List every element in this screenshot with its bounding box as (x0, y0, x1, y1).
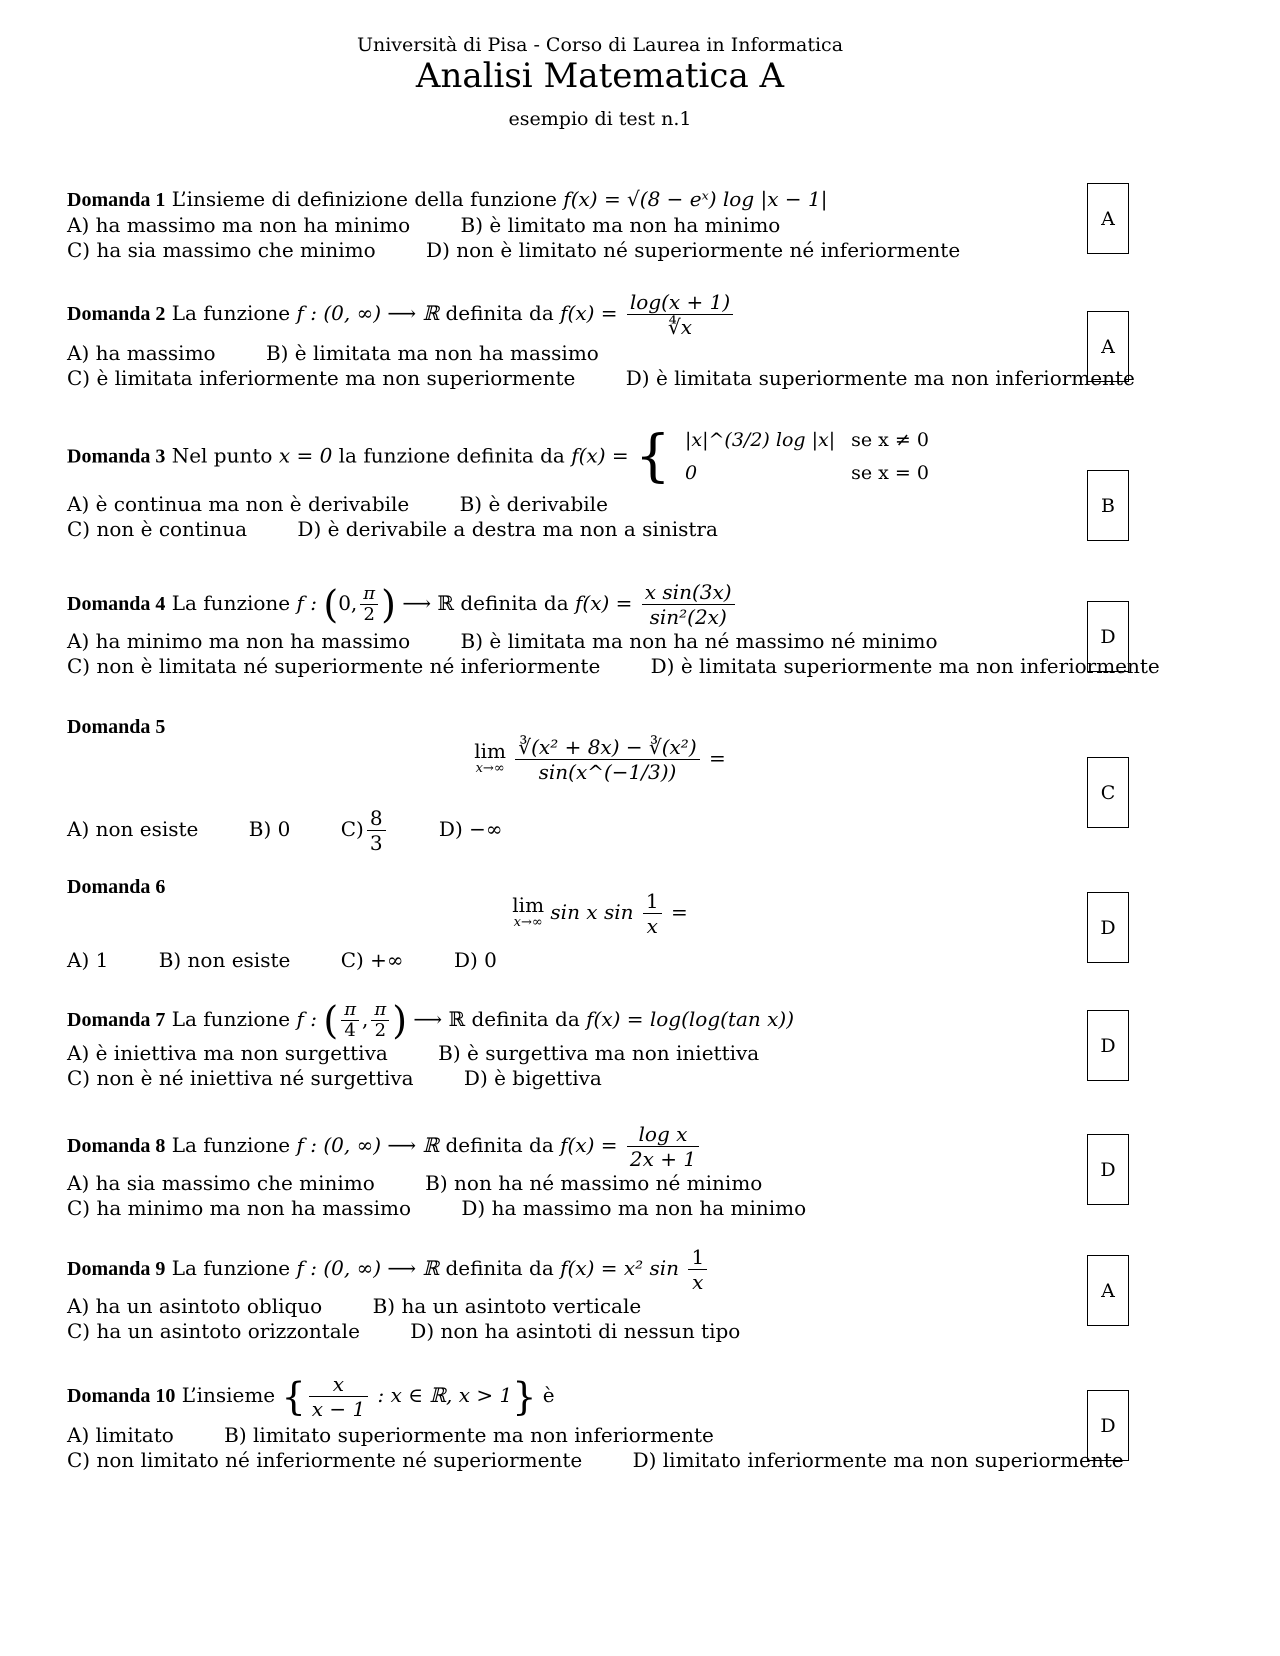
left-brace: { (634, 424, 671, 489)
case-2-cond: se x = 0 (851, 462, 929, 484)
domain-fraction-1 (341, 1000, 359, 1041)
domain-suffix: ⟶ ℝ (413, 1007, 466, 1031)
page-subtitle: esempio di test n.1 (508, 108, 692, 130)
formula-lhs: f(x) = (560, 1133, 618, 1157)
option-a: A) ha massimo ma non ha minimo (67, 213, 411, 237)
numerator: x (309, 1372, 368, 1397)
question-2 (67, 290, 1135, 391)
option-a: A) è iniettiva ma non surgettiva (67, 1041, 388, 1065)
question-label: Domanda 10 (67, 1385, 176, 1407)
option-c (341, 806, 389, 855)
domain-prefix: f : (296, 591, 317, 615)
set-fraction (309, 1372, 368, 1421)
question-label: Domanda 7 (67, 1009, 166, 1031)
case-1-cond: se x ≠ 0 (851, 429, 929, 451)
option-b: B) è limitato ma non ha minimo (460, 213, 781, 237)
option-b: B) è derivabile (459, 492, 608, 516)
option-c: C) non limitato né inferiormente né superiormente (67, 1448, 583, 1472)
option-c: C) ha un asintoto orizzontale (67, 1319, 360, 1343)
denominator: x (646, 914, 658, 938)
question-formula: f(x) = log(log(tan x)) (586, 1007, 795, 1031)
page-title: Analisi Matematica A (415, 56, 785, 96)
right-paren: ) (381, 582, 396, 627)
denominator: ∜x (668, 315, 693, 339)
option-b: B) limitato superiormente ma non inferiormente (224, 1423, 714, 1447)
question-text: La funzione (171, 301, 291, 325)
formula-fraction (642, 580, 735, 629)
option-b: B) è limitata ma non ha né massimo né minimo (460, 629, 938, 653)
denominator: 2 (363, 604, 375, 625)
limit-fraction (515, 735, 699, 784)
option-d: D) è derivabile a destra ma non a sinistra (297, 517, 718, 541)
option-a: A) ha minimo ma non ha massimo (67, 629, 411, 653)
option-d: D) è limitata superiormente ma non inferiormente (650, 654, 1160, 678)
option-a: A) ha massimo (67, 341, 216, 365)
question-text: La funzione (171, 591, 291, 615)
numerator: π (371, 1000, 389, 1021)
left-paren: ( (323, 998, 339, 1043)
answer-box: A (1087, 183, 1129, 254)
option-a: A) ha un asintoto obliquo (67, 1294, 323, 1318)
numerator: π (360, 584, 378, 605)
option-a: A) limitato (67, 1423, 174, 1447)
domain-fraction-2 (371, 1000, 389, 1041)
option-c: C) non è continua (67, 517, 248, 541)
question-domain: f : (0, ∞) ⟶ ℝ (296, 301, 440, 325)
question-8 (67, 1122, 1057, 1221)
numerator: log(x + 1) (627, 290, 733, 315)
question-1 (67, 187, 1057, 263)
lim-subscript: x→∞ (475, 760, 505, 776)
piecewise-cases (677, 424, 937, 490)
denominator: 2 (374, 1020, 387, 1041)
question-text: La funzione (171, 1256, 291, 1280)
answer-box: D (1087, 1010, 1129, 1081)
answer-box: A (1087, 311, 1129, 382)
question-text-mid: definita da (445, 1133, 554, 1157)
denominator: 2x + 1 (629, 1147, 697, 1171)
numerator: log x (627, 1122, 699, 1147)
denominator: x (692, 1270, 704, 1294)
equals-sign: = (708, 746, 726, 770)
numerator: ∛(x² + 8x) − ∛(x²) (515, 735, 699, 760)
answer-box: A (1087, 1255, 1129, 1326)
formula-fraction (627, 1122, 699, 1171)
answer-box: D (1087, 1390, 1129, 1461)
answer-box: C (1087, 757, 1129, 828)
lim-subscript: x→∞ (513, 914, 543, 930)
option-b: B) è surgettiva ma non iniettiva (438, 1041, 760, 1065)
question-domain: f : (0, ∞) ⟶ ℝ (296, 1133, 440, 1157)
numerator: π (341, 1000, 359, 1021)
question-label: Domanda 6 (67, 876, 166, 898)
option-c: C) ha minimo ma non ha massimo (67, 1196, 412, 1220)
lim-word: lim (512, 892, 545, 917)
denominator: 3 (369, 831, 383, 855)
right-paren: ) (392, 998, 408, 1043)
denominator: sin(x^(−1/3)) (538, 760, 677, 784)
answer-box: D (1087, 892, 1129, 963)
question-6-options (67, 948, 1057, 973)
option-b: B) è limitata ma non ha massimo (265, 341, 599, 365)
question-6-limit (0, 889, 1200, 938)
option-d: D) −∞ (438, 817, 503, 841)
limit-operator (512, 892, 545, 932)
equals-sign: = (670, 900, 688, 924)
lim-word: lim (474, 738, 507, 763)
case-2-expr: 0 (684, 462, 698, 484)
question-text-mid: definita da (471, 1007, 580, 1031)
question-text-after: è (542, 1383, 555, 1407)
option-a: A) non esiste (67, 817, 199, 841)
answer-box: D (1087, 601, 1129, 672)
answer-box: B (1087, 470, 1129, 541)
formula-lhs: f(x) = (575, 591, 633, 615)
limit-expression: sin x sin (550, 900, 634, 924)
formula-fraction (627, 290, 733, 339)
question-3 (67, 424, 1057, 542)
question-label: Domanda 8 (67, 1135, 166, 1157)
numerator: 1 (643, 889, 662, 914)
option-b: B) 0 (248, 817, 291, 841)
option-c: C) non è né iniettiva né surgettiva (67, 1066, 414, 1090)
denominator: sin²(2x) (649, 605, 727, 629)
question-7: Domanda 7 La funzione f : ( $\frac{\pi}{4}$ , $\frac{\pi}{2}$ ) ⟶ ℝ definita da f(x) = log(log(tan x)) A) è iniettiva ma non surgettiva B) è surgettiva ma non iniettiva C) non è né iniettiva né surgettiva D) è bigettiva (67, 998, 795, 1090)
option-d: D) è bigettiva (463, 1066, 602, 1090)
formula-fraction (688, 1245, 707, 1294)
question-text: La funzione (171, 1133, 291, 1157)
denominator: x − 1 (311, 1397, 366, 1421)
option-b: B) ha un asintoto verticale (372, 1294, 642, 1318)
option-a: A) 1 (67, 948, 109, 972)
option-d: D) limitato inferiormente ma non superiormente (632, 1448, 1124, 1472)
option-b: B) non ha né massimo né minimo (425, 1171, 763, 1195)
option-c-fraction (367, 806, 386, 855)
question-text: Nel punto (171, 443, 273, 468)
question-9 (67, 1245, 1057, 1344)
question-label: Domanda 5 (67, 716, 166, 738)
option-c: C) +∞ (340, 948, 404, 972)
option-d: D) ha massimo ma non ha minimo (461, 1196, 807, 1220)
case-1-expr: |x|^(3/2) log |x| (684, 429, 836, 451)
question-label: Domanda 3 (67, 445, 166, 468)
formula-lhs: f(x) = (571, 443, 629, 468)
option-a: A) ha sia massimo che minimo (67, 1171, 375, 1195)
left-brace: { (281, 1374, 306, 1419)
numerator: 8 (367, 806, 386, 831)
option-a: A) è continua ma non è derivabile (67, 492, 410, 516)
question-5-options (67, 806, 1057, 855)
question-text: L’insieme (181, 1383, 276, 1407)
question-text: L’insieme di definizione della funzione (171, 187, 557, 211)
university-line: Università di Pisa - Corso di Laurea in Informatica (356, 34, 844, 56)
question-label: Domanda 2 (67, 303, 166, 325)
option-d: D) non ha asintoti di nessun tipo (410, 1319, 741, 1343)
domain-suffix: ⟶ ℝ (402, 591, 454, 615)
option-c: C) è limitata inferiormente ma non superiormente (67, 366, 576, 390)
denominator: 4 (344, 1020, 356, 1041)
formula-lhs: f(x) = x² sin (560, 1256, 680, 1280)
question-text: La funzione (171, 1007, 291, 1031)
domain-prefix: f : (296, 1007, 317, 1031)
question-label: Domanda 9 (67, 1258, 166, 1280)
formula-lhs: f(x) = (560, 301, 618, 325)
numerator: 1 (688, 1245, 707, 1270)
domain-fraction (360, 584, 378, 625)
question-text-mid: la funzione definita da (338, 443, 565, 468)
option-d: D) 0 (453, 948, 497, 972)
option-c-label: C) (340, 817, 364, 841)
question-domain: f : (0, ∞) ⟶ ℝ (296, 1256, 440, 1280)
limit-operator (474, 738, 507, 778)
question-text-mid: definita da (445, 1256, 554, 1280)
numerator: x sin(3x) (642, 580, 735, 605)
option-d: D) non è limitato né superiormente né inferiormente (426, 238, 961, 262)
right-brace: } (512, 1374, 537, 1419)
left-paren: ( (323, 582, 339, 627)
question-label: Domanda 4 (67, 593, 166, 615)
option-c: C) non è limitata né superiormente né inferiormente (67, 654, 601, 678)
option-c: C) ha sia massimo che minimo (67, 238, 376, 262)
question-10 (67, 1372, 1124, 1473)
question-text-mid: definita da (445, 301, 554, 325)
question-text-mid: definita da (460, 591, 569, 615)
option-b: B) non esiste (158, 948, 291, 972)
option-d: D) è limitata superiormente ma non inferiormente (625, 366, 1135, 390)
question-4: Domanda 4 La funzione f : (0, $\frac{\pi}{2}$ ) ⟶ ℝ definita da f(x) = $\frac{\text{x sin(3x)}}{\text{sin²(2x)}}$ A) ha minimo ma non ha massimo B) è limitata ma non ha né massimo né minimo C) non è limitata né superiormente né inferiormente D) è limitata superiormente ma non inferiormente (67, 580, 1160, 678)
answer-box: D (1087, 1134, 1129, 1205)
limit-fraction (643, 889, 662, 938)
question-point: x = 0 (278, 443, 333, 468)
set-condition: : x ∈ ℝ, x > 1 (377, 1383, 513, 1407)
question-formula: f(x) = √(8 − eˣ) log |x − 1| (563, 187, 828, 211)
question-label: Domanda 1 (67, 189, 166, 211)
question-5-limit (0, 735, 1200, 784)
